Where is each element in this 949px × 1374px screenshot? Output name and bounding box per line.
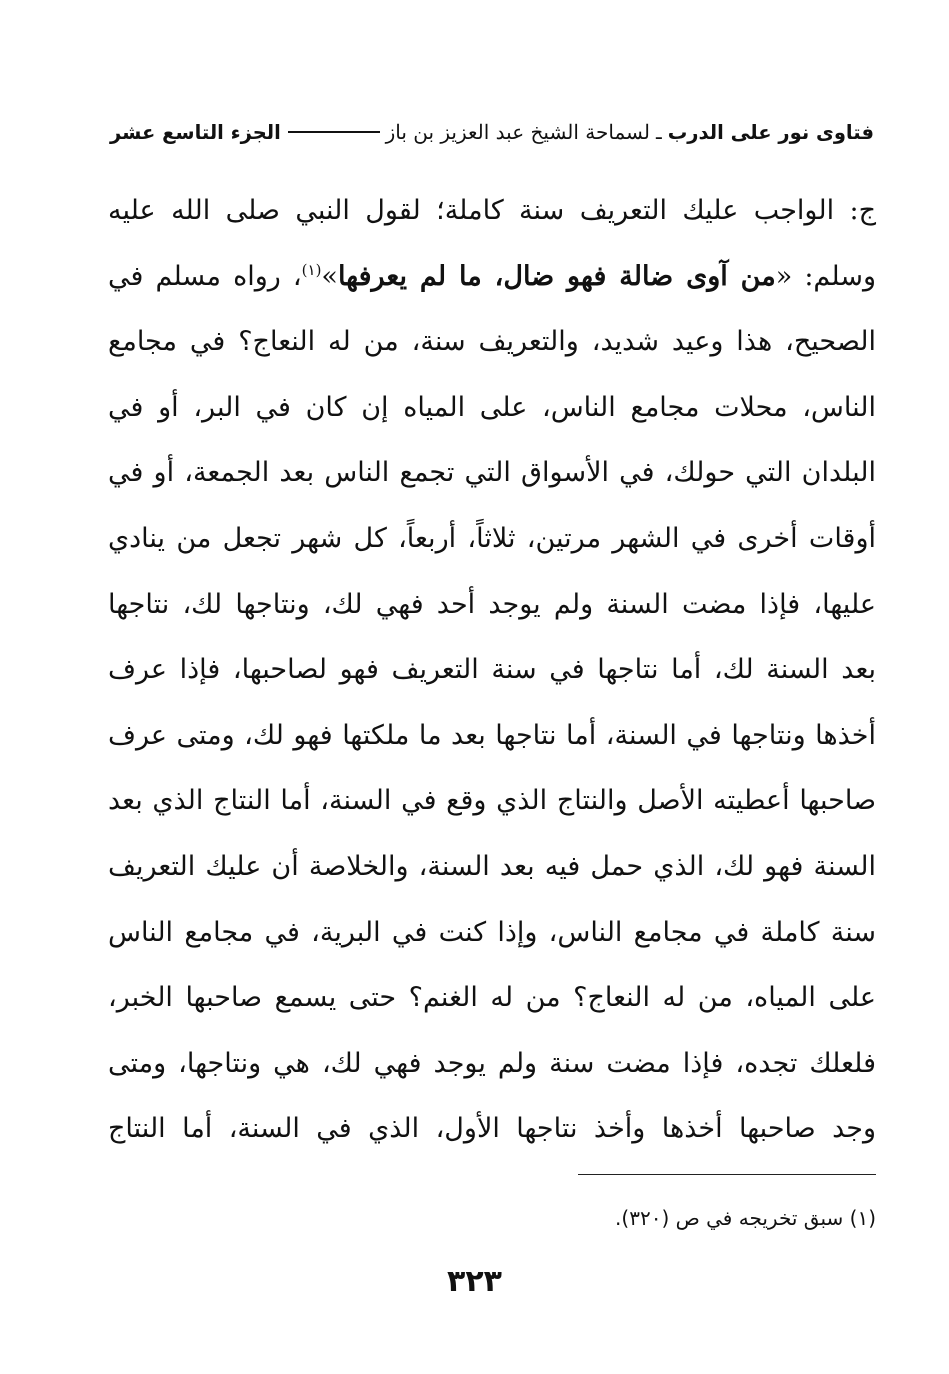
body-line-2 xyxy=(108,244,876,310)
body-line-2-end: ، رواه مسلم في xyxy=(108,260,302,292)
body-line-10: صاحبها أعطيته الأصل والنتاج الذي وقع في السنة، أما النتاج الذي بعد xyxy=(108,785,876,817)
body-line-2-start: وسلم: « xyxy=(775,260,876,292)
header-dash: ـ xyxy=(655,120,662,144)
body-line-13: على المياه، من له النعاج؟ من له الغنم؟ حتى يسمع صاحبها الخبر، xyxy=(108,982,876,1014)
hadith-quote: من آوى ضالة فهو ضال، ما لم يعرفها xyxy=(337,260,776,292)
body-line-6: أوقات أخرى في الشهر مرتين، ثلاثاً، أربعاً، كل شهر تجعل من ينادي xyxy=(108,522,876,554)
body-line-15: وجد صاحبها أخذها وأخذ نتاجها الأول، الذي في السنة، أما النتاج xyxy=(108,1113,876,1145)
body-text xyxy=(108,178,876,1162)
header-part-info xyxy=(110,121,281,144)
body-line-7: عليها، فإذا مضت السنة ولم يوجد أحد فهي لك، ونتاجها لك، نتاجها xyxy=(108,588,877,620)
page-number: ٣٢٣ xyxy=(447,1264,502,1299)
header-separator-line xyxy=(288,131,380,133)
header-book-title: فتاوى نور على الدرب xyxy=(667,120,874,144)
body-line-12: سنة كاملة في مجامع الناس، وإذا كنت في البرية، في مجامع الناس xyxy=(108,916,876,948)
footnote: (١) سبق تخريجه في ص (٣٢٠). xyxy=(615,1206,876,1230)
running-header xyxy=(110,112,874,152)
footnote-reference[interactable]: (١) xyxy=(301,260,322,279)
body-line-4: الناس، محلات مجامع الناس، على المياه إن كان في البر، أو في xyxy=(108,391,876,423)
header-book-info xyxy=(288,120,874,144)
header-part: الجزء التاسع عشر xyxy=(110,120,281,144)
body-line-3: الصحيح، هذا وعيد شديد، والتعريف سنة، من له النعاج؟ في مجامع xyxy=(108,326,876,358)
body-line-1: ج: الواجب عليك التعريف سنة كاملة؛ لقول النبي صلى الله عليه xyxy=(108,195,876,226)
body-line-9: أخذها ونتاجها في السنة، أما نتاجها بعد ما ملكتها فهو لك، ومتى عرف xyxy=(108,719,876,751)
body-line-8: بعد السنة لك، أما نتاجها في سنة التعريف فهو لصاحبها، فإذا عرف xyxy=(108,654,876,686)
body-line-14: فلعلك تجده، فإذا مضت سنة ولم يوجد فهي لك، هي ونتاجها، ومتى xyxy=(108,1047,876,1079)
quote-close-mark: » xyxy=(321,260,338,292)
header-author: لسماحة الشيخ عبد العزيز بن باز xyxy=(385,120,650,144)
body-line-11: السنة فهو لك، الذي حمل فيه بعد السنة، والخلاصة أن عليك التعريف xyxy=(108,850,876,882)
footnote-separator xyxy=(578,1174,876,1175)
body-line-5: البلدان التي حولك، في الأسواق التي تجمع الناس بعد الجمعة، أو في xyxy=(108,457,876,489)
